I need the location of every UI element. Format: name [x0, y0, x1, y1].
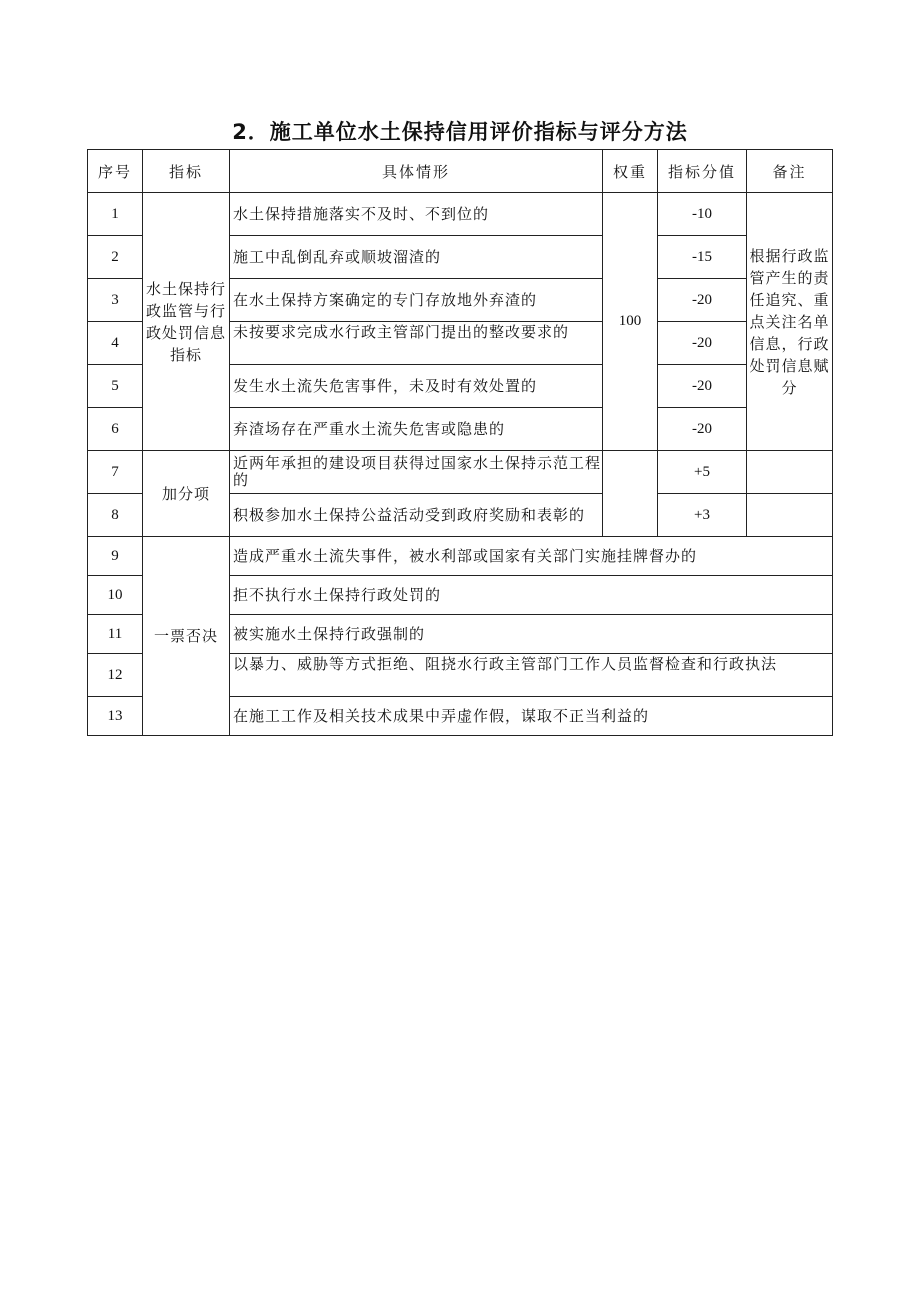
row-description: 拒不执行水土保持行政处罚的	[230, 576, 833, 615]
row-number: 1	[88, 193, 143, 236]
row-score: -20	[658, 408, 747, 451]
row-number: 3	[88, 279, 143, 322]
row-description: 施工中乱倒乱弃或顺坡溜渣的	[230, 236, 603, 279]
weight-empty	[603, 451, 658, 537]
row-description: 发生水土流失危害事件，未及时有效处置的	[230, 365, 603, 408]
row-number: 13	[88, 697, 143, 736]
row-number: 12	[88, 654, 143, 697]
row-number: 11	[88, 615, 143, 654]
row-score: -20	[658, 365, 747, 408]
row-description: 在施工工作及相关技术成果中弄虚作假，谋取不正当利益的	[230, 697, 833, 736]
table-row	[88, 537, 833, 576]
row-description: 被实施水土保持行政强制的	[230, 615, 833, 654]
row-number: 5	[88, 365, 143, 408]
row-description: 未按要求完成水行政主管部门提出的整改要求的	[230, 322, 603, 365]
row-score: -20	[658, 322, 747, 365]
group-admin: 水土保持行政监管与行政处罚信息指标	[143, 193, 230, 451]
row-description: 近两年承担的建设项目获得过国家水土保持示范工程的	[230, 451, 603, 494]
header-seq: 序号	[88, 150, 143, 193]
row-description: 水土保持措施落实不及时、不到位的	[230, 193, 603, 236]
evaluation-table	[87, 149, 833, 736]
header-indicator: 指标	[143, 150, 230, 193]
header-weight: 权重	[603, 150, 658, 193]
group-bonus: 加分项	[143, 451, 230, 537]
page-title: 2．施工单位水土保持信用评价指标与评分方法	[232, 120, 688, 144]
row-number: 7	[88, 451, 143, 494]
header-note: 备注	[747, 150, 833, 193]
header-row	[88, 150, 833, 193]
row-description: 在水土保持方案确定的专门存放地外弃渣的	[230, 279, 603, 322]
header-situation: 具体情形	[230, 150, 603, 193]
row-description: 弃渣场存在严重水土流失危害或隐患的	[230, 408, 603, 451]
header-score: 指标分值	[658, 150, 747, 193]
row-number: 9	[88, 537, 143, 576]
row-number: 4	[88, 322, 143, 365]
group-veto: 一票否决	[143, 537, 230, 736]
note-empty	[747, 494, 833, 537]
row-description: 以暴力、威胁等方式拒绝、阻挠水行政主管部门工作人员监督检查和行政执法	[230, 654, 833, 697]
weight-value: 100	[603, 193, 658, 451]
row-score: -10	[658, 193, 747, 236]
row-number: 8	[88, 494, 143, 537]
row-number: 2	[88, 236, 143, 279]
row-score: +3	[658, 494, 747, 537]
note-empty	[747, 451, 833, 494]
row-number: 10	[88, 576, 143, 615]
row-score: +5	[658, 451, 747, 494]
row-description: 积极参加水土保持公益活动受到政府奖励和表彰的	[230, 494, 603, 537]
row-score: -20	[658, 279, 747, 322]
row-description: 造成严重水土流失事件，被水利部或国家有关部门实施挂牌督办的	[230, 537, 833, 576]
table-row	[88, 193, 833, 236]
note-text: 根据行政监管产生的责任追究、重点关注名单信息，行政处罚信息赋分	[747, 193, 833, 451]
row-number: 6	[88, 408, 143, 451]
row-score: -15	[658, 236, 747, 279]
table-row	[88, 451, 833, 494]
